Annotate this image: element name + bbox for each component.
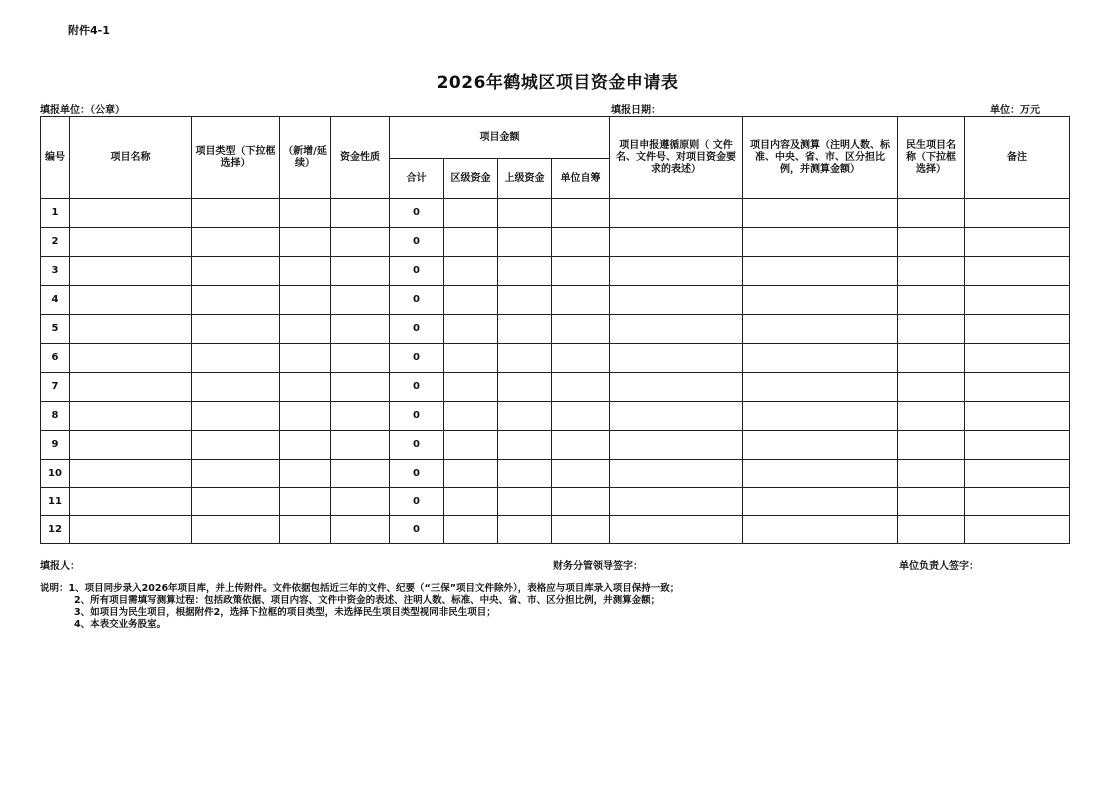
cell-content[interactable]	[743, 431, 898, 460]
cell-project-name[interactable]	[70, 516, 192, 544]
cell-remark[interactable]	[965, 286, 1070, 315]
cell-no: 9	[41, 431, 70, 460]
cell-no: 10	[41, 460, 70, 488]
header-project-amount: 项目金额	[390, 117, 610, 159]
cell-content[interactable]	[743, 460, 898, 488]
cell-district-fund[interactable]	[444, 315, 498, 344]
cell-content[interactable]	[743, 315, 898, 344]
cell-district-fund[interactable]	[444, 257, 498, 286]
cell-new-or-extend[interactable]	[280, 199, 331, 228]
cell-upper-fund[interactable]	[498, 373, 552, 402]
cell-remark[interactable]	[965, 315, 1070, 344]
cell-total: 0	[390, 257, 444, 286]
cell-project-type[interactable]	[192, 286, 280, 315]
cell-principle[interactable]	[610, 373, 743, 402]
table-row	[41, 488, 1070, 516]
cell-fund-nature[interactable]	[331, 488, 390, 516]
cell-district-fund[interactable]	[444, 460, 498, 488]
cell-project-type[interactable]	[192, 199, 280, 228]
cell-project-type[interactable]	[192, 257, 280, 286]
cell-project-type[interactable]	[192, 373, 280, 402]
cell-project-name[interactable]	[70, 460, 192, 488]
cell-principle[interactable]	[610, 488, 743, 516]
cell-principle[interactable]	[610, 460, 743, 488]
cell-remark[interactable]	[965, 373, 1070, 402]
cell-upper-fund[interactable]	[498, 315, 552, 344]
cell-project-name[interactable]	[70, 488, 192, 516]
header-total: 合计	[390, 159, 444, 199]
cell-upper-fund[interactable]	[498, 460, 552, 488]
cell-remark[interactable]	[965, 431, 1070, 460]
note-line: 3、如项目为民生项目，根据附件2，选择下拉框的项目类型，未选择民生项目类型视同非民生项目；	[74, 607, 496, 618]
cell-self-raised[interactable]	[552, 402, 610, 431]
cell-total: 0	[390, 402, 444, 431]
table-row	[41, 402, 1070, 431]
table-row	[41, 516, 1070, 544]
cell-no: 5	[41, 315, 70, 344]
table-row	[41, 315, 1070, 344]
header-new-or-extend: （新增/延续）	[280, 117, 331, 199]
cell-project-name[interactable]	[70, 286, 192, 315]
cell-content[interactable]	[743, 488, 898, 516]
cell-project-name[interactable]	[70, 431, 192, 460]
header-project-type: 项目类型（下拉框选择）	[192, 117, 280, 199]
cell-total: 0	[390, 488, 444, 516]
cell-no: 7	[41, 373, 70, 402]
table-row	[41, 199, 1070, 228]
cell-self-raised[interactable]	[552, 228, 610, 257]
cell-upper-fund[interactable]	[498, 431, 552, 460]
cell-project-type[interactable]	[192, 315, 280, 344]
cell-upper-fund[interactable]	[498, 257, 552, 286]
cell-content[interactable]	[743, 286, 898, 315]
cell-project-name[interactable]	[70, 344, 192, 373]
cell-livelihood-name[interactable]	[898, 344, 965, 373]
cell-livelihood-name[interactable]	[898, 199, 965, 228]
note-line: 4、本表交业务股室。	[74, 619, 167, 630]
cell-project-name[interactable]	[70, 257, 192, 286]
cell-project-type[interactable]	[192, 402, 280, 431]
cell-livelihood-name[interactable]	[898, 402, 965, 431]
cell-district-fund[interactable]	[444, 373, 498, 402]
cell-new-or-extend[interactable]	[280, 460, 331, 488]
cell-livelihood-name[interactable]	[898, 460, 965, 488]
cell-total: 0	[390, 460, 444, 488]
table-row	[41, 286, 1070, 315]
cell-no: 6	[41, 344, 70, 373]
cell-no: 3	[41, 257, 70, 286]
cell-upper-fund[interactable]	[498, 516, 552, 544]
cell-livelihood-name[interactable]	[898, 286, 965, 315]
cell-no: 8	[41, 402, 70, 431]
cell-remark[interactable]	[965, 402, 1070, 431]
cell-content[interactable]	[743, 199, 898, 228]
cell-project-type[interactable]	[192, 431, 280, 460]
cell-content[interactable]	[743, 373, 898, 402]
header-livelihood-name: 民生项目名称（下拉框选择）	[898, 117, 965, 199]
cell-new-or-extend[interactable]	[280, 257, 331, 286]
header-remark: 备注	[965, 117, 1070, 199]
attachment-label: 附件4-1	[68, 24, 110, 37]
cell-new-or-extend[interactable]	[280, 373, 331, 402]
cell-total: 0	[390, 431, 444, 460]
cell-fund-nature[interactable]	[331, 286, 390, 315]
cell-new-or-extend[interactable]	[280, 344, 331, 373]
cell-remark[interactable]	[965, 344, 1070, 373]
cell-content[interactable]	[743, 402, 898, 431]
finance-leader-signature-label: 财务分管领导签字：	[553, 561, 643, 572]
cell-project-name[interactable]	[70, 199, 192, 228]
cell-content[interactable]	[743, 516, 898, 544]
cell-upper-fund[interactable]	[498, 228, 552, 257]
cell-principle[interactable]	[610, 286, 743, 315]
cell-fund-nature[interactable]	[331, 460, 390, 488]
cell-upper-fund[interactable]	[498, 344, 552, 373]
table-row	[41, 257, 1070, 286]
cell-self-raised[interactable]	[552, 516, 610, 544]
cell-no: 11	[41, 488, 70, 516]
note-line: 说明：1、项目同步录入2026年项目库，并上传附件。文件依据包括近三年的文件、纪要（“三保”项目文件除外），表格应与项目库录入项目保持一致；	[40, 583, 680, 594]
cell-remark[interactable]	[965, 488, 1070, 516]
cell-livelihood-name[interactable]	[898, 373, 965, 402]
cell-fund-nature[interactable]	[331, 257, 390, 286]
cell-livelihood-name[interactable]	[898, 516, 965, 544]
cell-project-type[interactable]	[192, 460, 280, 488]
cell-no: 2	[41, 228, 70, 257]
cell-project-type[interactable]	[192, 488, 280, 516]
cell-new-or-extend[interactable]	[280, 315, 331, 344]
cell-principle[interactable]	[610, 344, 743, 373]
table-body	[41, 199, 1070, 544]
cell-fund-nature[interactable]	[331, 516, 390, 544]
cell-livelihood-name[interactable]	[898, 431, 965, 460]
cell-project-type[interactable]	[192, 228, 280, 257]
cell-fund-nature[interactable]	[331, 402, 390, 431]
header-no: 编号	[41, 117, 70, 199]
application-table	[40, 116, 1070, 544]
cell-district-fund[interactable]	[444, 228, 498, 257]
cell-total: 0	[390, 315, 444, 344]
cell-district-fund[interactable]	[444, 344, 498, 373]
cell-no: 12	[41, 516, 70, 544]
unit-label: 填报单位：（公章）	[40, 105, 125, 116]
cell-new-or-extend[interactable]	[280, 286, 331, 315]
cell-remark[interactable]	[965, 460, 1070, 488]
cell-content[interactable]	[743, 344, 898, 373]
cell-livelihood-name[interactable]	[898, 257, 965, 286]
cell-fund-nature[interactable]	[331, 344, 390, 373]
cell-project-name[interactable]	[70, 373, 192, 402]
header-self-raised: 单位自筹	[552, 159, 610, 199]
cell-principle[interactable]	[610, 199, 743, 228]
unit-head-signature-label: 单位负责人签字：	[899, 561, 979, 572]
cell-new-or-extend[interactable]	[280, 516, 331, 544]
table-row	[41, 460, 1070, 488]
cell-fund-nature[interactable]	[331, 315, 390, 344]
cell-self-raised[interactable]	[552, 286, 610, 315]
table-row	[41, 228, 1070, 257]
header-principle: 项目申报遵循原则（ 文件名、文件号、对项目资金要求的表述）	[610, 117, 743, 199]
cell-self-raised[interactable]	[552, 257, 610, 286]
cell-remark[interactable]	[965, 199, 1070, 228]
cell-total: 0	[390, 199, 444, 228]
cell-project-name[interactable]	[70, 402, 192, 431]
cell-remark[interactable]	[965, 228, 1070, 257]
cell-self-raised[interactable]	[552, 315, 610, 344]
header-content: 项目内容及测算（注明人数、标准、中央、省、市、区分担比例，并测算金额）	[743, 117, 898, 199]
cell-self-raised[interactable]	[552, 460, 610, 488]
cell-principle[interactable]	[610, 431, 743, 460]
cell-upper-fund[interactable]	[498, 199, 552, 228]
cell-total: 0	[390, 228, 444, 257]
table-row	[41, 373, 1070, 402]
cell-self-raised[interactable]	[552, 488, 610, 516]
cell-principle[interactable]	[610, 228, 743, 257]
cell-upper-fund[interactable]	[498, 286, 552, 315]
cell-self-raised[interactable]	[552, 431, 610, 460]
cell-self-raised[interactable]	[552, 373, 610, 402]
cell-fund-nature[interactable]	[331, 431, 390, 460]
cell-self-raised[interactable]	[552, 199, 610, 228]
cell-content[interactable]	[743, 228, 898, 257]
cell-total: 0	[390, 373, 444, 402]
cell-upper-fund[interactable]	[498, 402, 552, 431]
cell-fund-nature[interactable]	[331, 373, 390, 402]
cell-upper-fund[interactable]	[498, 488, 552, 516]
filler-signature-label: 填报人：	[40, 561, 80, 572]
table-row	[41, 431, 1070, 460]
cell-district-fund[interactable]	[444, 402, 498, 431]
cell-new-or-extend[interactable]	[280, 431, 331, 460]
cell-project-type[interactable]	[192, 344, 280, 373]
cell-total: 0	[390, 286, 444, 315]
cell-project-name[interactable]	[70, 228, 192, 257]
cell-project-type[interactable]	[192, 516, 280, 544]
cell-district-fund[interactable]	[444, 199, 498, 228]
date-label: 填报日期：	[611, 105, 661, 116]
cell-self-raised[interactable]	[552, 344, 610, 373]
cell-district-fund[interactable]	[444, 488, 498, 516]
cell-remark[interactable]	[965, 257, 1070, 286]
note-line: 2、所有项目需填写测算过程：包括政策依据、项目内容、文件中资金的表述、注明人数、标准、中央、省、市、区分担比例，并测算金额；	[74, 595, 661, 606]
cell-district-fund[interactable]	[444, 516, 498, 544]
form-title: 2026年鹤城区项目资金申请表	[436, 73, 679, 93]
cell-livelihood-name[interactable]	[898, 315, 965, 344]
header-district-fund: 区级资金	[444, 159, 498, 199]
cell-new-or-extend[interactable]	[280, 228, 331, 257]
cell-new-or-extend[interactable]	[280, 402, 331, 431]
cell-no: 1	[41, 199, 70, 228]
cell-remark[interactable]	[965, 516, 1070, 544]
cell-principle[interactable]	[610, 516, 743, 544]
cell-district-fund[interactable]	[444, 286, 498, 315]
table-row	[41, 344, 1070, 373]
cell-content[interactable]	[743, 257, 898, 286]
cell-principle[interactable]	[610, 257, 743, 286]
cell-fund-nature[interactable]	[331, 228, 390, 257]
header-fund-nature: 资金性质	[331, 117, 390, 199]
header-project-name: 项目名称	[70, 117, 192, 199]
cell-principle[interactable]	[610, 315, 743, 344]
currency-label: 单位：万元	[990, 105, 1040, 116]
cell-new-or-extend[interactable]	[280, 488, 331, 516]
cell-total: 0	[390, 344, 444, 373]
notes-block	[40, 583, 679, 631]
cell-district-fund[interactable]	[444, 431, 498, 460]
cell-project-name[interactable]	[70, 315, 192, 344]
cell-principle[interactable]	[610, 402, 743, 431]
header-upper-fund: 上级资金	[498, 159, 552, 199]
cell-total: 0	[390, 516, 444, 544]
cell-livelihood-name[interactable]	[898, 488, 965, 516]
cell-livelihood-name[interactable]	[898, 228, 965, 257]
cell-no: 4	[41, 286, 70, 315]
cell-fund-nature[interactable]	[331, 199, 390, 228]
